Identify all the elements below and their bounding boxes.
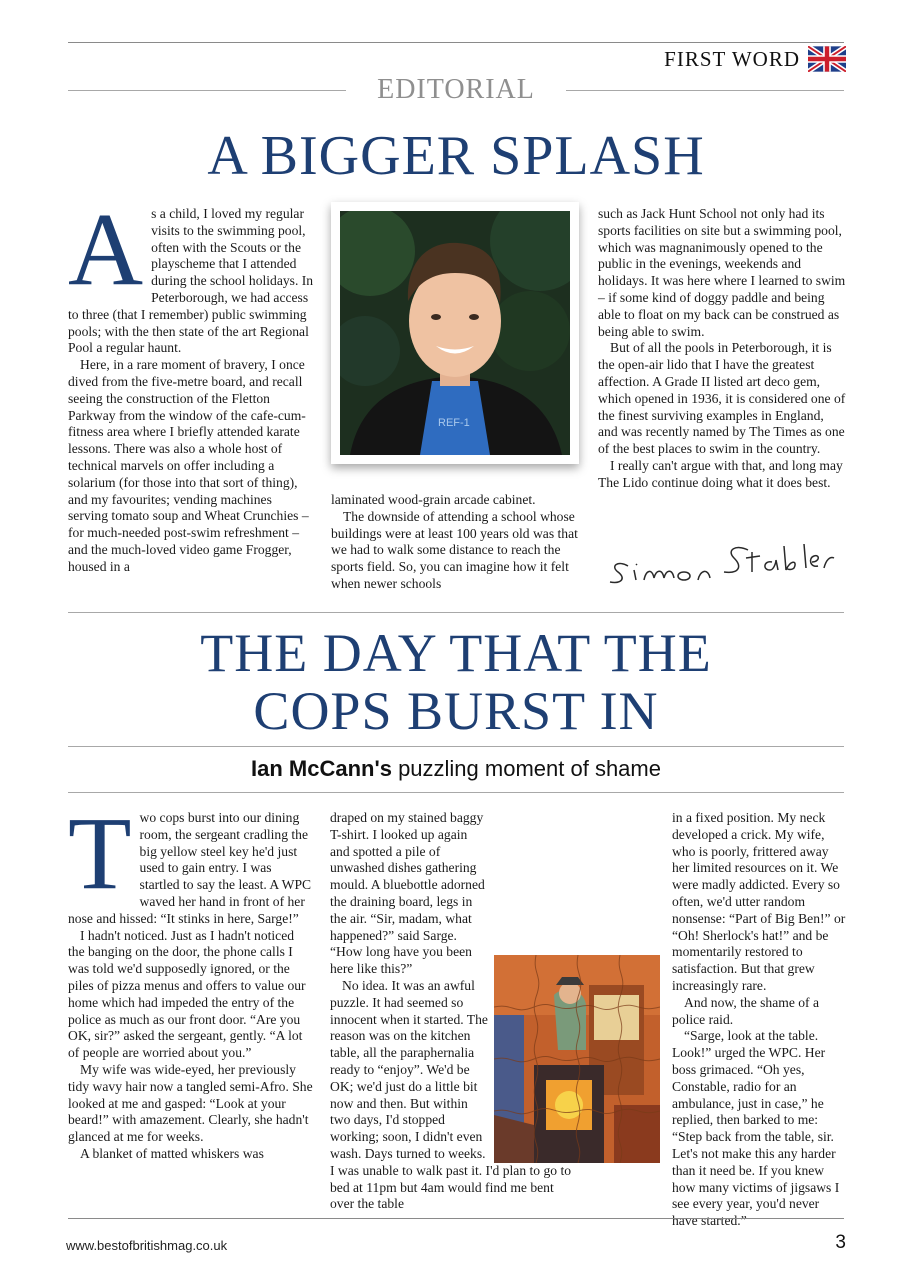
standfirst-rule-bottom bbox=[68, 792, 844, 793]
author-photo bbox=[340, 211, 570, 455]
image-wrap-spacer bbox=[594, 946, 672, 1216]
section-label: FIRST WORD bbox=[664, 46, 800, 71]
footer-rule bbox=[68, 1218, 844, 1219]
editorial-column-2 bbox=[331, 492, 581, 593]
article-column-1 bbox=[68, 796, 314, 1163]
standfirst-rule-top bbox=[68, 746, 844, 747]
section-divider bbox=[68, 612, 844, 613]
paragraph: draped on my stained baggy T-shirt. I looked up again and spotted a pile of unwashed dishes gathering mould. A bluebottle adorned the draining board, legs in the air. “Sir, madam, what happened?” said Sarge. “How long have you been here like this?” bbox=[330, 810, 485, 977]
svg-text:REF-1: REF-1 bbox=[438, 417, 470, 429]
author-photo-frame bbox=[331, 202, 579, 464]
article-headline-line-1: THE DAY THAT THE bbox=[200, 623, 712, 683]
paragraph: I really can't argue with that, and long may The Lido continue doing what it does best. bbox=[598, 457, 843, 490]
paragraph: Here, in a rare moment of bravery, I once dived from the five-metre board, and recall seeing the construction of the Fletton Parkway from the window of the cafe-cum-fitness area where I briefly attended karate lessons. There was also a whole host of technical marvels on offer including a solarium (for those into that sort of thing), and my favourites; vending machines serving tomato soup and Wheat Crunchies – for much-needed post-swim refreshment – and the much-loved video game Frogger, housed in a bbox=[68, 357, 309, 574]
paragraph: such as Jack Hunt School not only had its sports facilities on site but a swimming pool, which was magnanimously opened to the public in the evenings, weekends and holidays. It was here where I learned to swim – if some kind of doggy paddle and being able to float on my back can be construed as being able to swim. bbox=[598, 206, 846, 339]
editorial-kicker: EDITORIAL bbox=[377, 74, 535, 105]
standfirst-text: puzzling moment of shame bbox=[391, 756, 661, 781]
paragraph: The downside of attending a school whose buildings were at least 100 years old was that we had to walk some distance to reach the sports field. So, you can imagine how it felt when newer schools bbox=[331, 508, 578, 591]
drop-cap: T bbox=[68, 796, 132, 911]
article-headline bbox=[0, 623, 912, 741]
paragraph: And now, the shame of a police raid. bbox=[672, 994, 820, 1027]
editorial-column-3 bbox=[598, 206, 846, 492]
page-number: 3 bbox=[835, 1232, 846, 1253]
paragraph: s a child, I loved my regular visits to the swimming pool, often with the Scouts or the playscheme that I attended during the school holidays. In Peterborough, we had access to three (that I remember) public swimming pools; with the then state of the art Regional Pool a regular haunt. bbox=[68, 206, 314, 356]
top-rule bbox=[68, 42, 844, 43]
standfirst-author: Ian McCann's bbox=[251, 756, 392, 781]
section-header bbox=[664, 46, 846, 72]
paragraph: No idea. It was an awful puzzle. It had seemed so innocent when it started. The reason was on the kitchen table, all the paraphernalia ready to “enjoy”. We'd be OK; we'd just do a little bit now and then. But within two days, I'd stopped working; soon, I didn't even wash. Days turned to weeks. I was unable to walk past it. I'd plan to go to bed at 11pm but 4am would find me bent over the table bbox=[330, 977, 572, 1212]
paragraph: wo cops burst into our dining room, the sergeant cradling the big yellow steel key he'd just used to gain entry. I was startled to say the least. A WPC waved her hand in front of her nose and hissed: “It stinks in here, Sarge!” bbox=[68, 810, 312, 926]
signature-graphic bbox=[600, 532, 840, 592]
signature bbox=[600, 532, 840, 592]
drop-cap: A bbox=[68, 192, 144, 307]
paragraph: A blanket of matted whiskers was bbox=[80, 1145, 264, 1161]
paragraph: But of all the pools in Peterborough, it is the open-air lido that I have the greatest affection. A Grade II listed art deco gem, which opened in 1936, it is considered one of the finest surviving examples in England, and was recently named by The Times as one of the best places to swim in the country. bbox=[598, 340, 846, 457]
article-column-3 bbox=[594, 810, 846, 1230]
website-link[interactable]: www.bestofbritishmag.co.uk bbox=[66, 1238, 228, 1253]
paragraph: laminated wood-grain arcade cabinet. bbox=[331, 492, 536, 507]
paragraph: “Sarge, look at the table. Look!” urged the WPC. Her boss grimaced. “Oh yes, Constable, radio for an ambulance, just in case,” he replied, then barked to me: “Step back from the table, sir. Let's not make this any harder than it need be. If you knew how many victims of jigsaws I see every year, you'd never have started.” bbox=[672, 1028, 840, 1229]
editorial-headline: A BIGGER SPLASH bbox=[207, 125, 705, 187]
paragraph: I hadn't noticed. Just as I hadn't noticed the banging on the door, the phone calls I was told we'd supposedly ignored, or the piles of pizza menus and offers to value our home which had impeded the entry of the police as much as our front door. “Are you OK, sir?” asked the sergeant, gently. “A lot of people are worried about you.” bbox=[68, 927, 306, 1061]
article-headline-line-2: COPS BURST IN bbox=[253, 681, 659, 741]
union-jack-flag-icon bbox=[808, 46, 846, 72]
paragraph: My wife was wide-eyed, her previously tidy wavy hair now a tangled semi-Afro. She looked at me and gasped: “Look at your beard!” with amazement. Clearly, she hadn't glanced at me for weeks. bbox=[68, 1061, 313, 1145]
standfirst bbox=[0, 756, 912, 782]
editorial-column-1 bbox=[68, 192, 314, 576]
paragraph: in a fixed position. My neck developed a crick. My wife, who is poorly, frittered away her limited resources on it. We were madly addicted. Every so often, we'd utter random nonsense: “Part of Big Ben!” or “Oh! Sherlock's hat!” and be momentarily restored to satisfaction. But that grew increasingly rare. bbox=[672, 810, 846, 993]
